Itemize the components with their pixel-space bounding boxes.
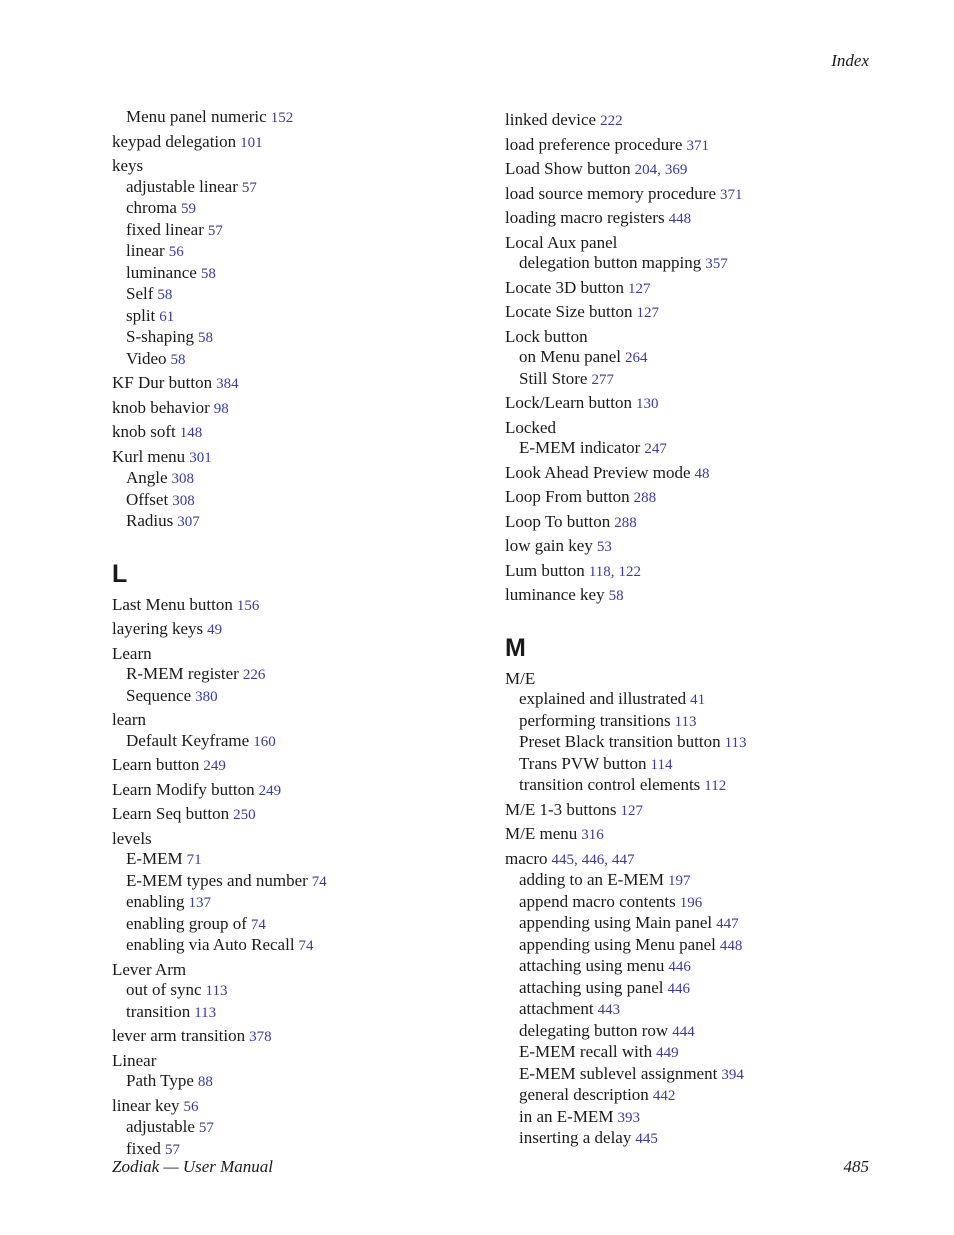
index-term: inserting a delay [519,1128,632,1147]
index-subentry [112,306,482,328]
index-entry [505,585,875,607]
index-term: Loop To button [505,511,611,531]
page-reference-link[interactable]: 443 [597,1002,621,1018]
index-entry [505,393,875,415]
index-term: loading macro registers [505,208,665,227]
index-term: out of sync [126,980,202,999]
page-reference-link[interactable]: 222 [600,113,623,129]
page-reference-link[interactable]: 446 [668,959,691,975]
page-reference-link[interactable]: 277 [591,371,614,388]
index-subentry [505,689,875,711]
footer-manual-title: Zodiak — User Manual [112,1157,274,1176]
index-entry [112,373,482,395]
index-term: E-MEM sublevel assignment [519,1063,718,1083]
index-term: lever arm transition [112,1026,246,1045]
index-term: luminance key [505,585,605,604]
page-reference-link[interactable]: 308 [172,492,195,509]
index-entry [112,595,482,617]
page-reference-link[interactable]: 53 [596,539,612,555]
index-term: Learn Seq button [112,804,230,823]
index-subentry [505,978,875,1000]
index-subentry [505,754,875,776]
page-reference-link[interactable]: 56 [183,1098,199,1115]
index-section-heading: L [112,559,128,588]
page-reference-link[interactable]: 61 [159,308,175,325]
index-subentry [505,935,875,957]
index-entry [505,536,875,558]
index-subentry [505,956,875,978]
page-reference-link[interactable]: 114 [650,756,673,773]
index-subentry [112,871,482,893]
index-term: in an E-MEM [519,1106,614,1126]
index-subentry [505,1107,875,1129]
index-term: Last Menu button [112,594,233,614]
index-term: Locked [505,417,556,437]
page-ref-separator: , [604,851,608,868]
page-reference-link[interactable]: 249 [203,758,226,774]
index-subentry [112,511,482,533]
index-entry [112,447,482,469]
index-term: enabling via Auto Recall [126,935,295,954]
index-term: Trans PVW button [519,753,647,773]
index-entry [505,327,875,348]
index-term: Offset [126,489,169,509]
index-section-heading: M [505,633,526,662]
index-term: Still Store [519,368,588,388]
page-reference-link[interactable]: 249 [258,782,282,799]
index-entry [112,710,482,731]
index-term: linked device [505,110,597,129]
index-term: appending using Main panel [519,913,713,932]
index-term: Lever Arm [112,959,187,979]
page-reference-link[interactable]: 127 [627,280,651,297]
index-entry [505,135,875,157]
index-subentry [505,369,875,391]
index-term: transition [126,1001,191,1021]
index-term: explained and illustrated [519,689,687,708]
index-entry [112,398,482,420]
page-reference-link[interactable]: 112 [704,778,727,794]
page-reference-link[interactable]: 371 [720,186,743,203]
index-term: attaching using panel [519,977,664,997]
index-subentry [112,935,482,957]
index-subentry [505,438,875,460]
index-entry [505,669,875,690]
page-reference-link[interactable]: 122 [618,563,642,580]
index-entry [112,644,482,665]
index-subentry [112,220,482,242]
index-subentry [112,468,482,490]
index-entry [112,156,482,177]
index-subentry [112,664,482,686]
index-subentry [505,1128,875,1150]
index-subentry [505,732,875,754]
page-reference-link[interactable]: 316 [581,827,604,843]
index-term: performing transitions [519,710,671,730]
index-entry [505,159,875,181]
index-entry [505,800,875,822]
index-term: delegating button row [519,1020,669,1040]
index-term: R-MEM register [126,664,239,683]
index-term: load preference procedure [505,134,683,154]
index-term: S-shaping [126,327,194,346]
index-subentry [505,1021,875,1043]
page-reference-link[interactable]: 41 [690,692,706,708]
index-entry [505,418,875,439]
page-reference-link[interactable]: 446 [581,851,605,868]
page-reference-link[interactable]: 447 [611,851,635,868]
index-term: Menu panel numeric [126,107,267,126]
index-entry [505,463,875,485]
index-term: Learn [112,643,152,663]
index-entry [112,1096,482,1118]
page-reference-link[interactable]: 288 [614,514,637,531]
index-term: on Menu panel [519,347,621,366]
index-subentry [112,107,482,129]
index-entry [505,233,875,254]
index-term: Path Type [126,1071,194,1090]
index-entry [505,278,875,300]
page-reference-link[interactable]: 445 [635,1131,658,1147]
index-term: Angle [126,468,168,487]
index-term: layering keys [112,619,204,638]
index-term: knob behavior [112,397,210,417]
index-term: Locate 3D button [505,277,624,297]
index-term: M/E menu [505,824,578,843]
index-term: M/E [505,668,536,688]
index-entry [112,619,482,641]
page-reference-link[interactable]: 58 [170,351,186,368]
index-subentry [112,686,482,708]
index-term: low gain key [505,536,593,555]
index-term: linear key [112,1095,180,1115]
index-term: Kurl menu [112,446,186,466]
page-reference-link[interactable]: 197 [667,873,691,889]
page-reference-link[interactable]: 58 [157,287,173,303]
page-reference-link[interactable]: 59 [180,201,196,217]
index-subentry [112,241,482,263]
page-reference-link[interactable]: 247 [644,441,667,457]
index-term: load source memory procedure [505,183,716,203]
page-reference-link[interactable]: 57 [198,1120,214,1136]
index-entry [505,561,875,583]
page-reference-link[interactable]: 308 [171,471,195,487]
index-term: E-MEM recall with [519,1042,653,1061]
page-reference-link[interactable]: 264 [624,350,648,366]
page-reference-link[interactable]: 444 [672,1023,695,1040]
index-subentry [112,327,482,349]
index-term: Self [126,284,154,303]
index-term: append macro contents [519,891,676,911]
index-term: Video [126,348,167,368]
index-term: adjustable [126,1117,195,1136]
index-subentry [112,349,482,371]
index-subentry [112,980,482,1002]
index-subentry [505,999,875,1021]
index-entry [505,208,875,230]
running-head: Index [831,51,869,70]
page-ref-separator: , [573,851,578,868]
page-reference-link[interactable]: 447 [716,916,739,932]
index-subentry [505,892,875,914]
index-subentry [112,490,482,512]
page-reference-link[interactable]: 127 [620,802,643,819]
index-term: delegation button mapping [519,253,702,272]
index-term: macro [505,848,548,868]
index-term: Loop From button [505,487,630,506]
index-subentry [505,253,875,275]
page-reference-link[interactable]: 449 [656,1045,679,1061]
index-subentry [505,347,875,369]
index-term: keypad delegation [112,131,237,151]
page-reference-link[interactable]: 49 [207,622,223,638]
page-reference-link[interactable]: 74 [311,873,327,890]
index-term: Default Keyframe [126,730,250,750]
page-reference-link[interactable]: 448 [668,211,692,227]
index-entry [112,960,482,981]
page-reference-link[interactable]: 88 [197,1074,213,1090]
index-term: general description [519,1085,649,1104]
index-term: Preset Black transition button [519,732,721,751]
page-reference-link[interactable]: 301 [189,449,212,466]
index-entry [112,780,482,802]
index-subentry [112,1117,482,1139]
index-term: Linear [112,1050,157,1070]
index-term: fixed linear [126,219,204,239]
index-subentry [112,849,482,871]
index-subentry [112,731,482,753]
index-term: E-MEM [126,849,183,868]
page-reference-link[interactable]: 196 [679,894,703,911]
index-term: KF Dur button [112,373,213,392]
page-reference-link[interactable]: 71 [186,852,202,868]
index-subentry [505,1042,875,1064]
page-reference-link[interactable]: 98 [213,400,229,417]
index-subentry [112,177,482,199]
page-reference-link[interactable]: 160 [253,733,276,750]
index-term: enabling [126,892,185,911]
page-reference-link[interactable]: 152 [270,110,294,126]
index-entry [505,487,875,509]
page-reference-link[interactable]: 113 [724,735,747,751]
index-entry [505,512,875,534]
index-term: E-MEM indicator [519,438,641,457]
page-reference-link[interactable]: 56 [168,244,184,260]
index-term: attachment [519,999,594,1018]
index-term: Load Show button [505,159,631,178]
page-reference-link[interactable]: 127 [636,305,659,321]
page-reference-link[interactable]: 48 [694,465,710,482]
index-term: chroma [126,198,177,217]
index-term: levels [112,828,152,848]
index-term: knob soft [112,422,176,441]
index-entry [505,849,875,871]
page-reference-link[interactable]: 250 [233,807,256,823]
page-reference-link[interactable]: 380 [195,688,218,705]
index-column-left [112,107,482,1160]
index-column-right [505,107,875,1150]
page-reference-link[interactable]: 148 [179,425,203,441]
page-reference-link[interactable]: 58 [608,588,624,604]
index-term: Lum button [505,560,585,580]
page-ref-separator: , [657,162,661,178]
page-reference-link[interactable]: 384 [216,376,239,392]
index-entry [112,829,482,850]
page-reference-link[interactable]: 113 [205,983,228,999]
index-term: Sequence [126,685,192,705]
index-term: Locate Size button [505,302,633,321]
index-subentry [112,284,482,306]
page-reference-link[interactable]: 118 [588,563,611,580]
page-reference-link[interactable]: 394 [721,1066,744,1083]
index-entry [112,422,482,444]
page-reference-link[interactable]: 371 [686,137,709,154]
page-reference-link[interactable]: 57 [241,179,257,196]
index-subentry [112,892,482,914]
index-term: keys [112,156,144,175]
index-term: M/E 1-3 buttons [505,799,617,819]
index-term: enabling group of [126,913,247,933]
page-reference-link[interactable]: 130 [636,396,659,412]
page-reference-link[interactable]: 101 [240,134,263,151]
page-reference-link[interactable]: 74 [250,916,266,933]
index-term: E-MEM types and number [126,870,308,890]
footer-page-number: 485 [843,1157,869,1176]
index-subentry [505,1064,875,1086]
index-term: split [126,305,156,325]
index-term: Learn button [112,755,200,774]
index-entry [505,110,875,132]
index-entry [112,755,482,777]
index-subentry [505,775,875,797]
index-subentry [112,1071,482,1093]
index-term: Lock/Learn button [505,393,632,412]
page-reference-link[interactable]: 57 [164,1141,180,1158]
page-reference-link[interactable]: 378 [249,1029,272,1045]
page-reference-link[interactable]: 442 [652,1088,676,1104]
index-term: attaching using menu [519,956,665,975]
page-reference-link[interactable]: 156 [236,597,260,614]
index-subentry [505,1085,875,1107]
index-entry [112,1026,482,1048]
page-reference-link[interactable]: 357 [705,256,728,272]
page-reference-link[interactable]: 446 [667,980,690,997]
page-reference-link[interactable]: 57 [207,222,223,239]
index-term: Learn Modify button [112,779,255,799]
index-entry [505,184,875,206]
index-term: Local Aux panel [505,232,618,252]
index-term: fixed [126,1138,161,1158]
index-term: Lock button [505,326,588,346]
index-term: Radius [126,511,174,530]
page-reference-link[interactable]: 204 [634,162,658,178]
page-reference-link[interactable]: 113 [674,713,697,730]
page-reference-link[interactable]: 113 [194,1004,217,1021]
page-reference-link[interactable]: 307 [177,514,200,530]
index-entry [112,804,482,826]
index-subentry [112,1002,482,1024]
index-subentry [505,913,875,935]
page-reference-link[interactable]: 74 [298,938,314,954]
page-reference-link[interactable]: 448 [719,937,743,954]
index-term: adding to an E-MEM [519,870,664,889]
page-reference-link[interactable]: 226 [242,667,266,683]
page-reference-link[interactable]: 445 [551,851,574,868]
index-term: luminance [126,262,197,282]
page-reference-link[interactable]: 58 [200,265,216,282]
index-subentry [112,263,482,285]
index-entry [112,1051,482,1072]
index-term: appending using Menu panel [519,934,716,954]
index-subentry [112,198,482,220]
page-ref-separator: , [610,563,615,580]
page-reference-link[interactable]: 369 [664,162,688,178]
index-subentry [112,914,482,936]
index-term: adjustable linear [126,176,238,196]
index-subentry [505,870,875,892]
index-entry [112,132,482,154]
page-reference-link[interactable]: 393 [617,1109,640,1126]
page-reference-link[interactable]: 288 [633,490,657,506]
index-subentry [505,711,875,733]
index-term: Look Ahead Preview mode [505,462,691,482]
page-reference-link[interactable]: 58 [198,330,213,346]
index-term: learn [112,710,146,729]
index-entry [505,824,875,846]
index-entry [505,302,875,324]
index-term: linear [126,241,165,260]
page-reference-link[interactable]: 137 [188,895,212,911]
index-term: transition control elements [519,775,701,794]
